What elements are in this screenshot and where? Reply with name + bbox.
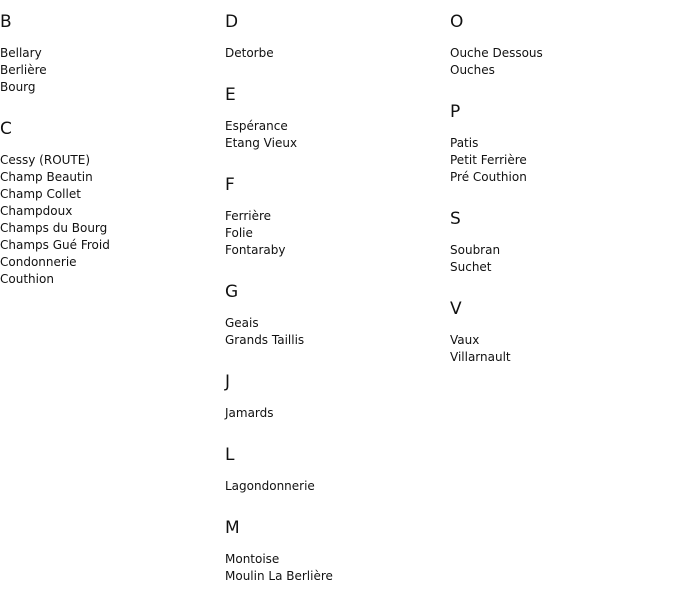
letter-group-e	[225, 84, 440, 152]
street-link[interactable]: Couthion	[0, 272, 54, 286]
street-link[interactable]: Patis	[450, 136, 479, 150]
letter-group-o	[450, 11, 665, 79]
street-list	[225, 551, 440, 585]
index-column-3	[450, 11, 665, 388]
letter-group-j	[225, 371, 440, 422]
street-link[interactable]: Montoise	[225, 552, 280, 566]
street-list	[450, 45, 665, 79]
street-link[interactable]: Berlière	[0, 63, 47, 77]
letter-heading: F	[225, 175, 235, 195]
letter-heading: L	[225, 445, 235, 465]
street-list	[225, 315, 440, 349]
letter-heading: O	[450, 12, 464, 32]
street-link[interactable]: Etang Vieux	[225, 136, 298, 150]
street-link[interactable]: Ferrière	[225, 209, 272, 223]
street-link[interactable]: Detorbe	[225, 46, 274, 60]
street-link[interactable]: Jamards	[225, 406, 274, 420]
letter-heading: B	[0, 12, 12, 32]
letter-heading: D	[225, 12, 239, 32]
street-list	[0, 152, 215, 288]
street-link[interactable]: Cessy (ROUTE)	[0, 153, 91, 167]
letter-heading: G	[225, 282, 239, 302]
letter-group-f	[225, 174, 440, 259]
street-link[interactable]: Lagondonnerie	[225, 479, 315, 493]
street-link[interactable]: Grands Taillis	[225, 333, 305, 347]
street-link[interactable]: Folie	[225, 226, 253, 240]
street-list	[225, 405, 440, 422]
street-link[interactable]: Champdoux	[0, 204, 73, 218]
letter-group-l	[225, 444, 440, 495]
street-link[interactable]: Suchet	[450, 260, 492, 274]
street-link[interactable]: Petit Ferrière	[450, 153, 527, 167]
letter-group-m	[225, 517, 440, 585]
street-link[interactable]: Soubran	[450, 243, 501, 257]
street-link[interactable]: Geais	[225, 316, 259, 330]
street-link[interactable]: Villarnault	[450, 350, 511, 364]
letter-group-p	[450, 101, 665, 186]
street-list	[450, 242, 665, 276]
street-link[interactable]: Espérance	[225, 119, 288, 133]
letter-heading: S	[450, 209, 461, 229]
letter-heading: M	[225, 518, 240, 538]
street-list	[225, 478, 440, 495]
street-link[interactable]: Bourg	[0, 80, 36, 94]
street-link[interactable]: Ouches	[450, 63, 495, 77]
street-link[interactable]: Moulin La Berlière	[225, 569, 333, 583]
letter-group-b	[0, 11, 215, 96]
letter-group-g	[225, 281, 440, 349]
street-link[interactable]: Champ Collet	[0, 187, 81, 201]
street-link[interactable]: Champ Beautin	[0, 170, 93, 184]
street-link[interactable]: Vaux	[450, 333, 480, 347]
street-list	[225, 45, 440, 62]
letter-heading: E	[225, 85, 236, 105]
letter-group-c	[0, 118, 215, 288]
letter-heading: C	[0, 119, 12, 139]
letter-heading: P	[450, 102, 461, 122]
street-link[interactable]: Pré Couthion	[450, 170, 527, 184]
street-list	[450, 135, 665, 186]
index-column-2	[225, 11, 440, 607]
street-link[interactable]: Ouche Dessous	[450, 46, 543, 60]
street-list	[225, 208, 440, 259]
street-list	[225, 118, 440, 152]
letter-group-d	[225, 11, 440, 62]
street-link[interactable]: Condonnerie	[0, 255, 77, 269]
letter-heading: J	[225, 372, 231, 392]
street-link[interactable]: Champs du Bourg	[0, 221, 108, 235]
letter-group-s	[450, 208, 665, 276]
street-link[interactable]: Champs Gué Froid	[0, 238, 110, 252]
letter-heading: V	[450, 299, 462, 319]
letter-group-v	[450, 298, 665, 366]
street-link[interactable]: Bellary	[0, 46, 42, 60]
street-list	[0, 45, 215, 96]
index-column-1	[0, 11, 215, 310]
street-link[interactable]: Fontaraby	[225, 243, 286, 257]
street-list	[450, 332, 665, 366]
